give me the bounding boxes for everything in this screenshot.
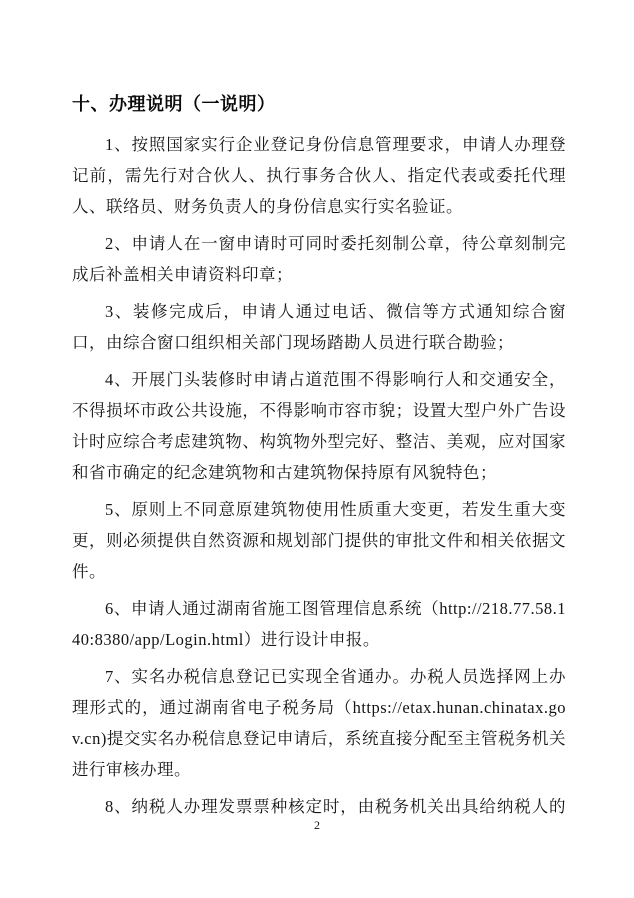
paragraph-8: 8、纳税人办理发票票种核定时，由税务机关出具给纳税人的 — [105, 797, 566, 816]
paragraph-2: 2、申请人在一窗申请时可同时委托刻制公章，待公章刻制完成后补盖相关申请资料印章； — [72, 234, 566, 284]
page-number: 2 — [314, 818, 320, 832]
paragraph-5: 5、原则上不同意原建筑物使用性质重大变更，若发生重大变更，则必须提供自然资源和规划部门提供的审批文件和相关依据文件。 — [72, 500, 566, 581]
paragraph-7: 7、实名办税信息登记已实现全省通办。办税人员选择网上办理形式的，通过湖南省电子税务局（https://etax.hunan.chinatax.gov.cn)提交实名办税信息登记申请后，系统直接分配至主管税务机关进行审核办理。 — [72, 667, 566, 779]
document-content — [72, 92, 566, 822]
paragraph-6: 6、申请人通过湖南省施工图管理信息系统（http://218.77.58.140:8380/app/Login.html）进行设计申报。 — [72, 599, 566, 649]
paragraph-1: 1、按照国家实行企业登记身份信息管理要求，申请人办理登记前，需先行对合伙人、执行事务合伙人、指定代表或委托代理人、联络员、财务负责人的身份信息实行实名验证。 — [72, 135, 566, 216]
paragraph-4: 4、开展门头装修时申请占道范围不得影响行人和交通安全，不得损坏市政公共设施，不得影响市容市貌；设置大型户外广告设计时应综合考虑建筑物、构筑物外型完好、整洁、美观，应对国家和省市确定的纪念建筑物和古建筑物保持原有风貌特色； — [72, 370, 566, 482]
section-heading: 十、办理说明（一说明） — [72, 94, 276, 114]
paragraph-3: 3、装修完成后，申请人通过电话、微信等方式通知综合窗口，由综合窗口组织相关部门现场踏勘人员进行联合勘验； — [72, 302, 566, 352]
